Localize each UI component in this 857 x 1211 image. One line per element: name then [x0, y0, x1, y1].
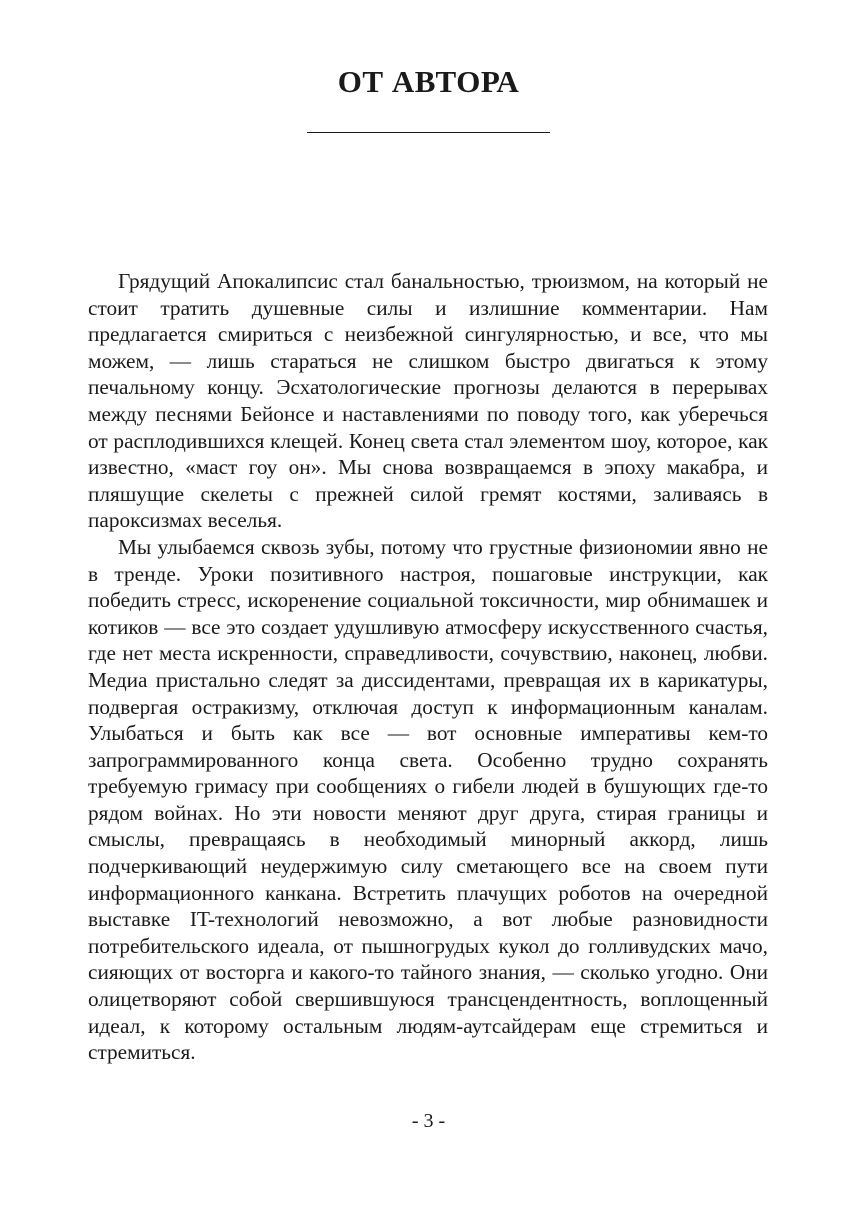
paragraph-2: Мы улыбаемся сквозь зубы, потому что грустные физиономии явно не в тренде. Уроки позитивного настроя, пошаговые инструкции, как победить стресс, искоренение социальной токсичности, мир обнимашек и котиков — все это создает удушливую атмосферу искусственного счастья, где нет места искренности, справедливости, сочувствию, наконец, любви. Медиа пристально следят за диссидентами, превращая их в карикатуры, подвергая остракизму, отключая доступ к информационным каналам. Улыбаться и быть как все — вот основные императивы кем-то запрограммированного конца света. Особенно трудно сохранять требуемую гримасу при сообщениях о гибели людей в бушующих где-то рядом войнах. Но эти новости меняют друг друга, стирая границы и смыслы, превращаясь в необходимый минорный аккорд, лишь подчеркивающий неудержимую силу сметающего все на своем пути информационного канкана. Встретить плачущих роботов на очередной выставке IT-технологий невозможно, а вот любые разновидности потребительского идеала, от пышногрудых кукол до голливудских мачо, сияющих от восторга и какого-то тайного знания, — сколько угодно. Они олицетворяют собой свершившуюся трансцендентность, воплощенный идеал, к которому остальным людям-аутсайдерам еще стремиться и стремиться. [88, 534, 768, 1065]
chapter-title: ОТ АВТОРА [337, 64, 520, 99]
page-number: - 3 - [411, 1110, 446, 1132]
chapter-body [88, 268, 768, 1066]
paragraph-1: Грядущий Апокалипсис стал банальностью, трюизмом, на который не стоит тратить душевные силы и излишние комментарии. Нам предлагается смириться с неизбежной сингулярностью, и все, что мы можем, — лишь стараться не слишком быстро двигаться к этому печальному концу. Эсхатологические прогнозы делаются в перерывах между песнями Бейонсе и наставлениями по поводу того, как уберечься от расплодившихся клещей. Конец света стал элементом шоу, которое, как известно, «маст гоу он». Мы снова возвращаемся в эпоху макабра, и пляшущие скелеты с прежней силой гремят костями, заливаясь в пароксизмах веселья. [88, 269, 768, 533]
title-divider [307, 132, 550, 133]
